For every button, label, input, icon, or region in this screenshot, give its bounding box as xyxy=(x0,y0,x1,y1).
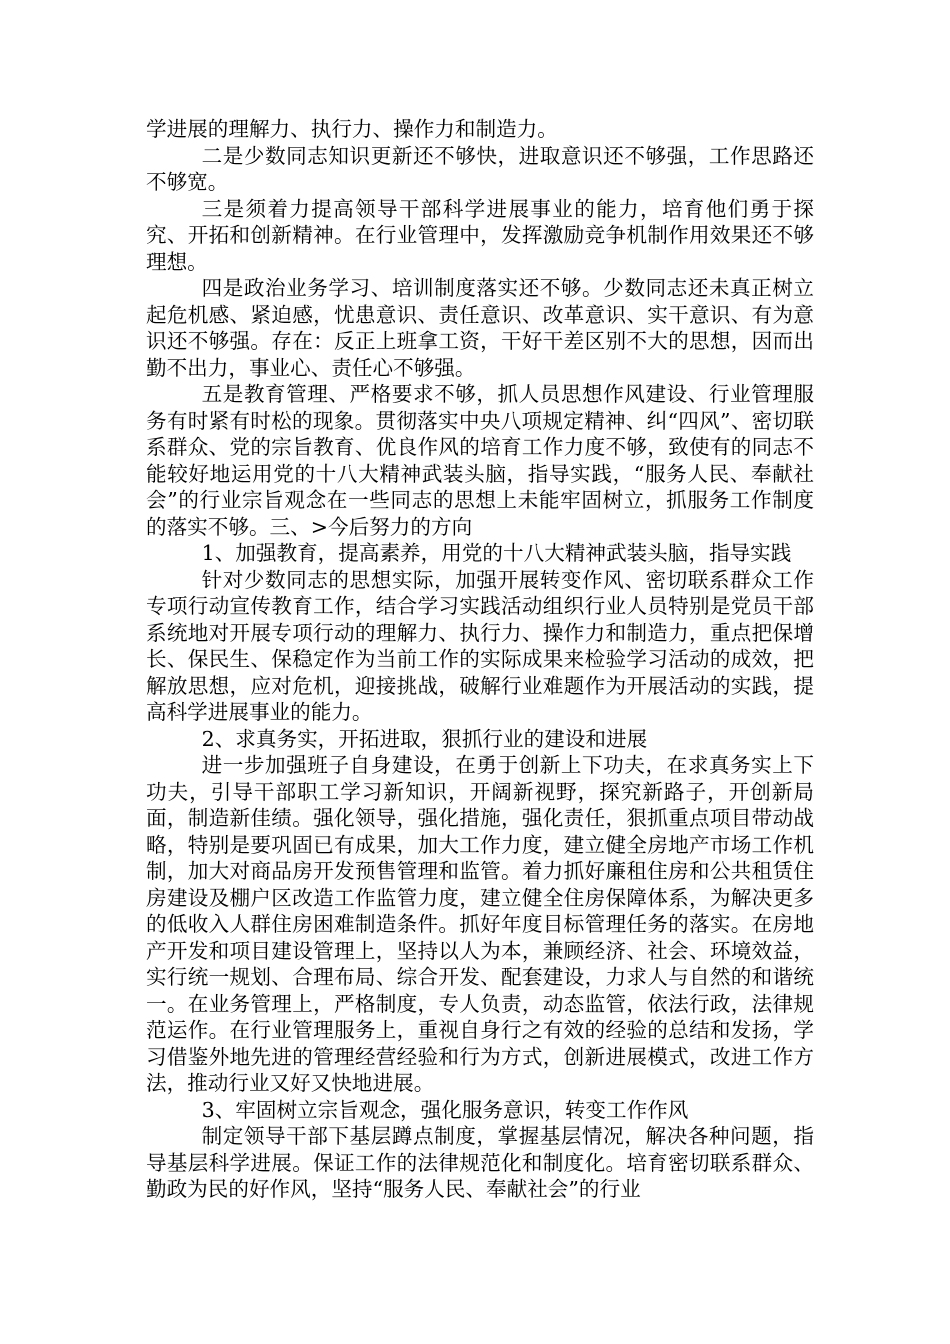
paragraph-point-three: 三是须着力提高领导干部科学进展事业的能力，培育他们勇于探究、开拓和创新精神。在行业管理中，发挥激励竞争机制作用效果还不够理想。 xyxy=(146,196,814,274)
paragraph-section-1: 针对少数同志的思想实际，加强开展转变作风、密切联系群众工作专项行动宣传教育工作，结合学习实践活动组织行业人员特别是党员干部系统地对开展专项行动的理解力、执行力、操作力和制造力，重点把保增长、保民生、保稳定作为当前工作的实际成果来检验学习活动的成效，把解放思想，应对危机，迎接挑战，破解行业难题作为开展活动的实践，提高科学进展事业的能力。 xyxy=(146,567,814,724)
paragraph-point-four: 四是政治业务学习、培训制度落实还不够。少数同志还未真正树立起危机感、紧迫感，忧患意识、责任意识、改革意识、实干意识、有为意识还不够强。存在：反正上班拿工资，干好干差区别不大的思想，因而出勤不出力，事业心、责任心不够强。 xyxy=(146,276,814,380)
section-heading-3: 3、牢固树立宗旨观念，强化服务意识，转变工作作风 xyxy=(201,1097,689,1122)
section-heading-2: 2、求真务实，开拓进取，狠抓行业的建设和进展 xyxy=(201,726,648,751)
paragraph-section-2: 进一步加强班子自身建设，在勇于创新上下功夫，在求真务实上下功夫，引导干部职工学习新知识，开阔新视野，探究新路子，开创新局面，制造新佳绩。强化领导，强化措施，强化责任，狠抓重点项目带动战略，特别是要巩固已有成果，加大工作力度，建立健全房地产市场工作机制，加大对商品房开发预售管理和监管。着力抓好廉租住房和公共租赁住房建设及棚户区改造工作监管力度，建立健全住房保障体系，为解决更多的低收入人群住房困难制造条件。抓好年度目标管理任务的落实。在房地产开发和项目建设管理上，坚持以人为本，兼顾经济、社会、环境效益，实行统一规划、合理布局、综合开发、配套建设，力求人与自然的和谐统一。在业务管理上，严格制度，专人负责，动态监管，依法行政，法律规范运作。在行业管理服务上，重视自身行之有效的经验的总结和发扬，学习借鉴外地先进的管理经营经验和行为方式，创新进展模式，改进工作方法，推动行业又好又快地进展。 xyxy=(146,753,814,1095)
section-heading-1: 1、加强教育，提高素养，用党的十八大精神武装头脑，指导实践 xyxy=(201,541,792,565)
document-body xyxy=(146,116,814,1203)
paragraph-section-3: 制定领导干部下基层蹲点制度，掌握基层情况，解决各种问题，指导基层科学进展。保证工作的法律规范化和制度化。培育密切联系群众、勤政为民的好作风，坚持“服务人民、奉献社会”的行业 xyxy=(146,1124,814,1201)
paragraph-continuation: 学进展的理解力、执行力、操作力和制造力。 xyxy=(146,117,558,141)
paragraph-point-two: 二是少数同志知识更新还不够快，进取意识还不够强，工作思路还不够宽。 xyxy=(146,143,814,194)
paragraph-point-five: 五是教育管理、严格要求不够，抓人员思想作风建设、行业管理服务有时紧有时松的现象。贯彻落实中央八项规定精神、纠“四风”、密切联系群众、党的宗旨教育、优良作风的培育工作力度不够，致使有的同志不能较好地运用党的十八大精神武装头脑，指导实践，“服务人民、奉献社会”的行业宗旨观念在一些同志的思想上未能牢固树立，抓服务工作制度的落实不够。三、>今后努力的方向 xyxy=(146,382,814,539)
